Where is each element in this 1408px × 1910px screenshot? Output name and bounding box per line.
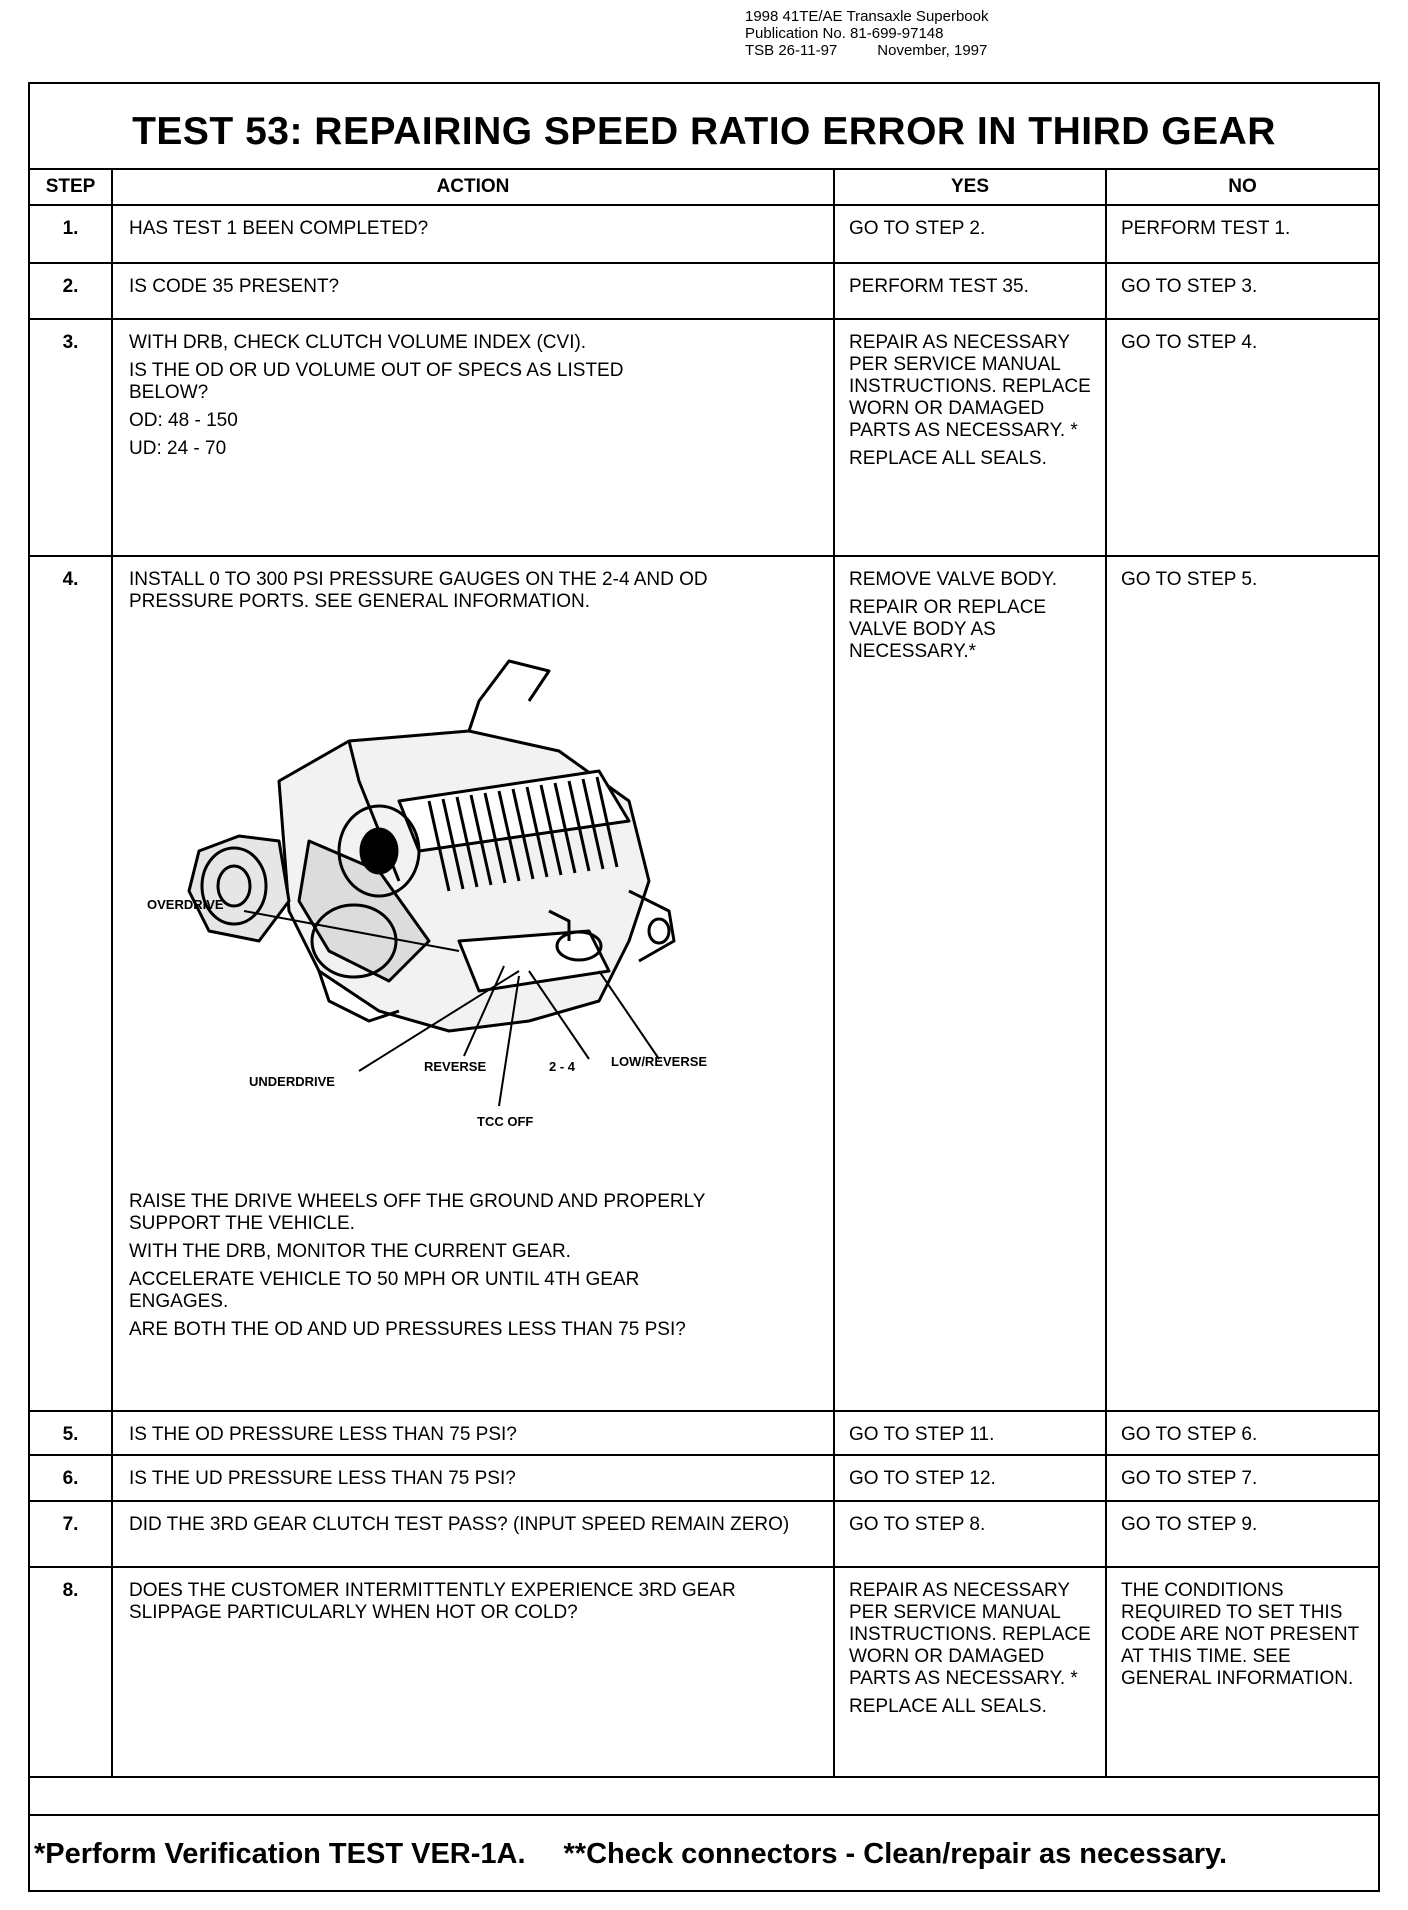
no-cell: [1106, 1455, 1378, 1501]
no-cell: [1106, 319, 1378, 556]
table-row: [30, 263, 1378, 319]
action-cell: [112, 205, 834, 263]
yes-cell: [834, 556, 1106, 1411]
action-text: IS CODE 35 PRESENT?: [129, 276, 340, 297]
no-text: THE CONDITIONS REQUIRED TO SET THIS CODE ARE NOT PRESENT AT THIS TIME. SEE GENERAL INFORMATION.: [1121, 1580, 1359, 1689]
label-tcc-off: TCC OFF: [477, 1114, 534, 1129]
yes-cell: [834, 1455, 1106, 1501]
label-overdrive: OVERDRIVE: [147, 897, 224, 912]
step-number: 4.: [30, 556, 112, 1411]
action-text: ARE BOTH THE OD AND UD PRESSURES LESS THAN 75 PSI?: [129, 1319, 686, 1340]
tsb-date: November, 1997: [877, 42, 988, 59]
yes-text: REPAIR OR REPLACE VALVE BODY AS NECESSARY.*: [849, 597, 1047, 662]
action-cell: [112, 263, 834, 319]
step-number: 5.: [30, 1411, 112, 1455]
no-cell: [1106, 1411, 1378, 1455]
yes-text: REPAIR AS NECESSARY PER SERVICE MANUAL INSTRUCTIONS. REPLACE WORN OR DAMAGED PARTS AS NECESSARY. *: [849, 332, 1091, 441]
transaxle-figure: [129, 641, 729, 1161]
label-low-reverse: LOW/REVERSE: [611, 1054, 708, 1069]
step-number: 1.: [30, 205, 112, 263]
action-cell: [112, 1567, 834, 1777]
label-2-4: 2 - 4: [549, 1059, 576, 1074]
action-text: OD: 48 - 150: [129, 410, 238, 431]
step-number: 7.: [30, 1501, 112, 1567]
no-cell: [1106, 205, 1378, 263]
no-cell: [1106, 556, 1378, 1411]
action-text: HAS TEST 1 BEEN COMPLETED?: [129, 218, 429, 239]
header-line-2: Publication No. 81-699-97148: [745, 25, 944, 42]
yes-text: GO TO STEP 8.: [849, 1514, 986, 1535]
no-text: GO TO STEP 5.: [1121, 569, 1258, 590]
label-underdrive: UNDERDRIVE: [249, 1074, 335, 1089]
header-line-3: [745, 42, 989, 59]
action-text: IS THE OD OR UD VOLUME OUT OF SPECS AS LISTED BELOW?: [129, 360, 624, 403]
action-text: ACCELERATE VEHICLE TO 50 MPH OR UNTIL 4TH GEAR ENGAGES.: [129, 1269, 640, 1312]
step-number: 8.: [30, 1567, 112, 1777]
step-number: 3.: [30, 319, 112, 556]
action-text: IS THE OD PRESSURE LESS THAN 75 PSI?: [129, 1424, 517, 1445]
tsb-number: TSB 26-11-97: [745, 42, 838, 59]
footer-note-connectors: **Check connectors - Clean/repair as necessary.: [563, 1838, 1228, 1870]
table-row: [30, 319, 1378, 556]
no-text: GO TO STEP 6.: [1121, 1424, 1258, 1445]
yes-text: GO TO STEP 11.: [849, 1424, 995, 1445]
header-line-1: 1998 41TE/AE Transaxle Superbook: [745, 8, 989, 25]
column-header-yes: YES: [834, 170, 1106, 205]
action-text: WITH THE DRB, MONITOR THE CURRENT GEAR.: [129, 1241, 571, 1262]
action-text: DID THE 3RD GEAR CLUTCH TEST PASS? (INPUT SPEED REMAIN ZERO): [129, 1514, 790, 1535]
column-header-action: ACTION: [112, 170, 834, 205]
column-header-no: NO: [1106, 170, 1378, 205]
yes-text: REPLACE ALL SEALS.: [849, 448, 1047, 469]
table-row: [30, 1567, 1378, 1777]
table-row: [30, 1501, 1378, 1567]
yes-text: REMOVE VALVE BODY.: [849, 569, 1058, 590]
test-frame: [28, 82, 1380, 1892]
label-reverse: REVERSE: [424, 1059, 487, 1074]
action-text: RAISE THE DRIVE WHEELS OFF THE GROUND AND PROPERLY SUPPORT THE VEHICLE.: [129, 1191, 706, 1234]
yes-cell: [834, 1501, 1106, 1567]
action-text: DOES THE CUSTOMER INTERMITTENTLY EXPERIENCE 3RD GEAR SLIPPAGE PARTICULARLY WHEN HOT OR COLD?: [129, 1580, 736, 1623]
action-text: IS THE UD PRESSURE LESS THAN 75 PSI?: [129, 1468, 516, 1489]
action-cell: [112, 1455, 834, 1501]
no-cell: [1106, 263, 1378, 319]
no-text: PERFORM TEST 1.: [1121, 218, 1291, 239]
action-text: INSTALL 0 TO 300 PSI PRESSURE GAUGES ON THE 2-4 AND OD PRESSURE PORTS. SEE GENERAL INFORMATION.: [129, 569, 708, 612]
transaxle-illustration: [129, 641, 729, 1161]
yes-cell: [834, 1567, 1106, 1777]
no-text: GO TO STEP 9.: [1121, 1514, 1258, 1535]
table-row: [30, 205, 1378, 263]
footer-note-verification: *Perform Verification TEST VER-1A.: [34, 1838, 526, 1870]
column-header-step: STEP: [30, 170, 112, 205]
yes-text: REPLACE ALL SEALS.: [849, 1696, 1047, 1717]
no-text: GO TO STEP 3.: [1121, 276, 1258, 297]
yes-text: GO TO STEP 2.: [849, 218, 986, 239]
table-header-row: [30, 170, 1378, 205]
yes-text: PERFORM TEST 35.: [849, 276, 1029, 297]
action-text: UD: 24 - 70: [129, 438, 227, 459]
table-row: [30, 1455, 1378, 1501]
no-cell: [1106, 1567, 1378, 1777]
step-number: 6.: [30, 1455, 112, 1501]
step-number: 2.: [30, 263, 112, 319]
action-text: WITH DRB, CHECK CLUTCH VOLUME INDEX (CVI).: [129, 332, 587, 353]
table-row: [30, 1411, 1378, 1455]
action-cell: [112, 1501, 834, 1567]
no-cell: [1106, 1501, 1378, 1567]
action-cell: [112, 1411, 834, 1455]
action-cell: [112, 556, 834, 1411]
yes-cell: [834, 1411, 1106, 1455]
page-title: TEST 53: REPAIRING SPEED RATIO ERROR IN THIRD GEAR: [30, 84, 1378, 170]
yes-cell: [834, 205, 1106, 263]
yes-cell: [834, 319, 1106, 556]
yes-cell: [834, 263, 1106, 319]
action-cell: [112, 319, 834, 556]
no-text: GO TO STEP 4.: [1121, 332, 1258, 353]
table-row: [30, 556, 1378, 1411]
footer-notes: [30, 1814, 1378, 1890]
diagnostic-table: [30, 170, 1378, 1778]
no-text: GO TO STEP 7.: [1121, 1468, 1258, 1489]
document-header: [745, 8, 989, 59]
yes-text: GO TO STEP 12.: [849, 1468, 996, 1489]
yes-text: REPAIR AS NECESSARY PER SERVICE MANUAL INSTRUCTIONS. REPLACE WORN OR DAMAGED PARTS AS NECESSARY. *: [849, 1580, 1091, 1689]
